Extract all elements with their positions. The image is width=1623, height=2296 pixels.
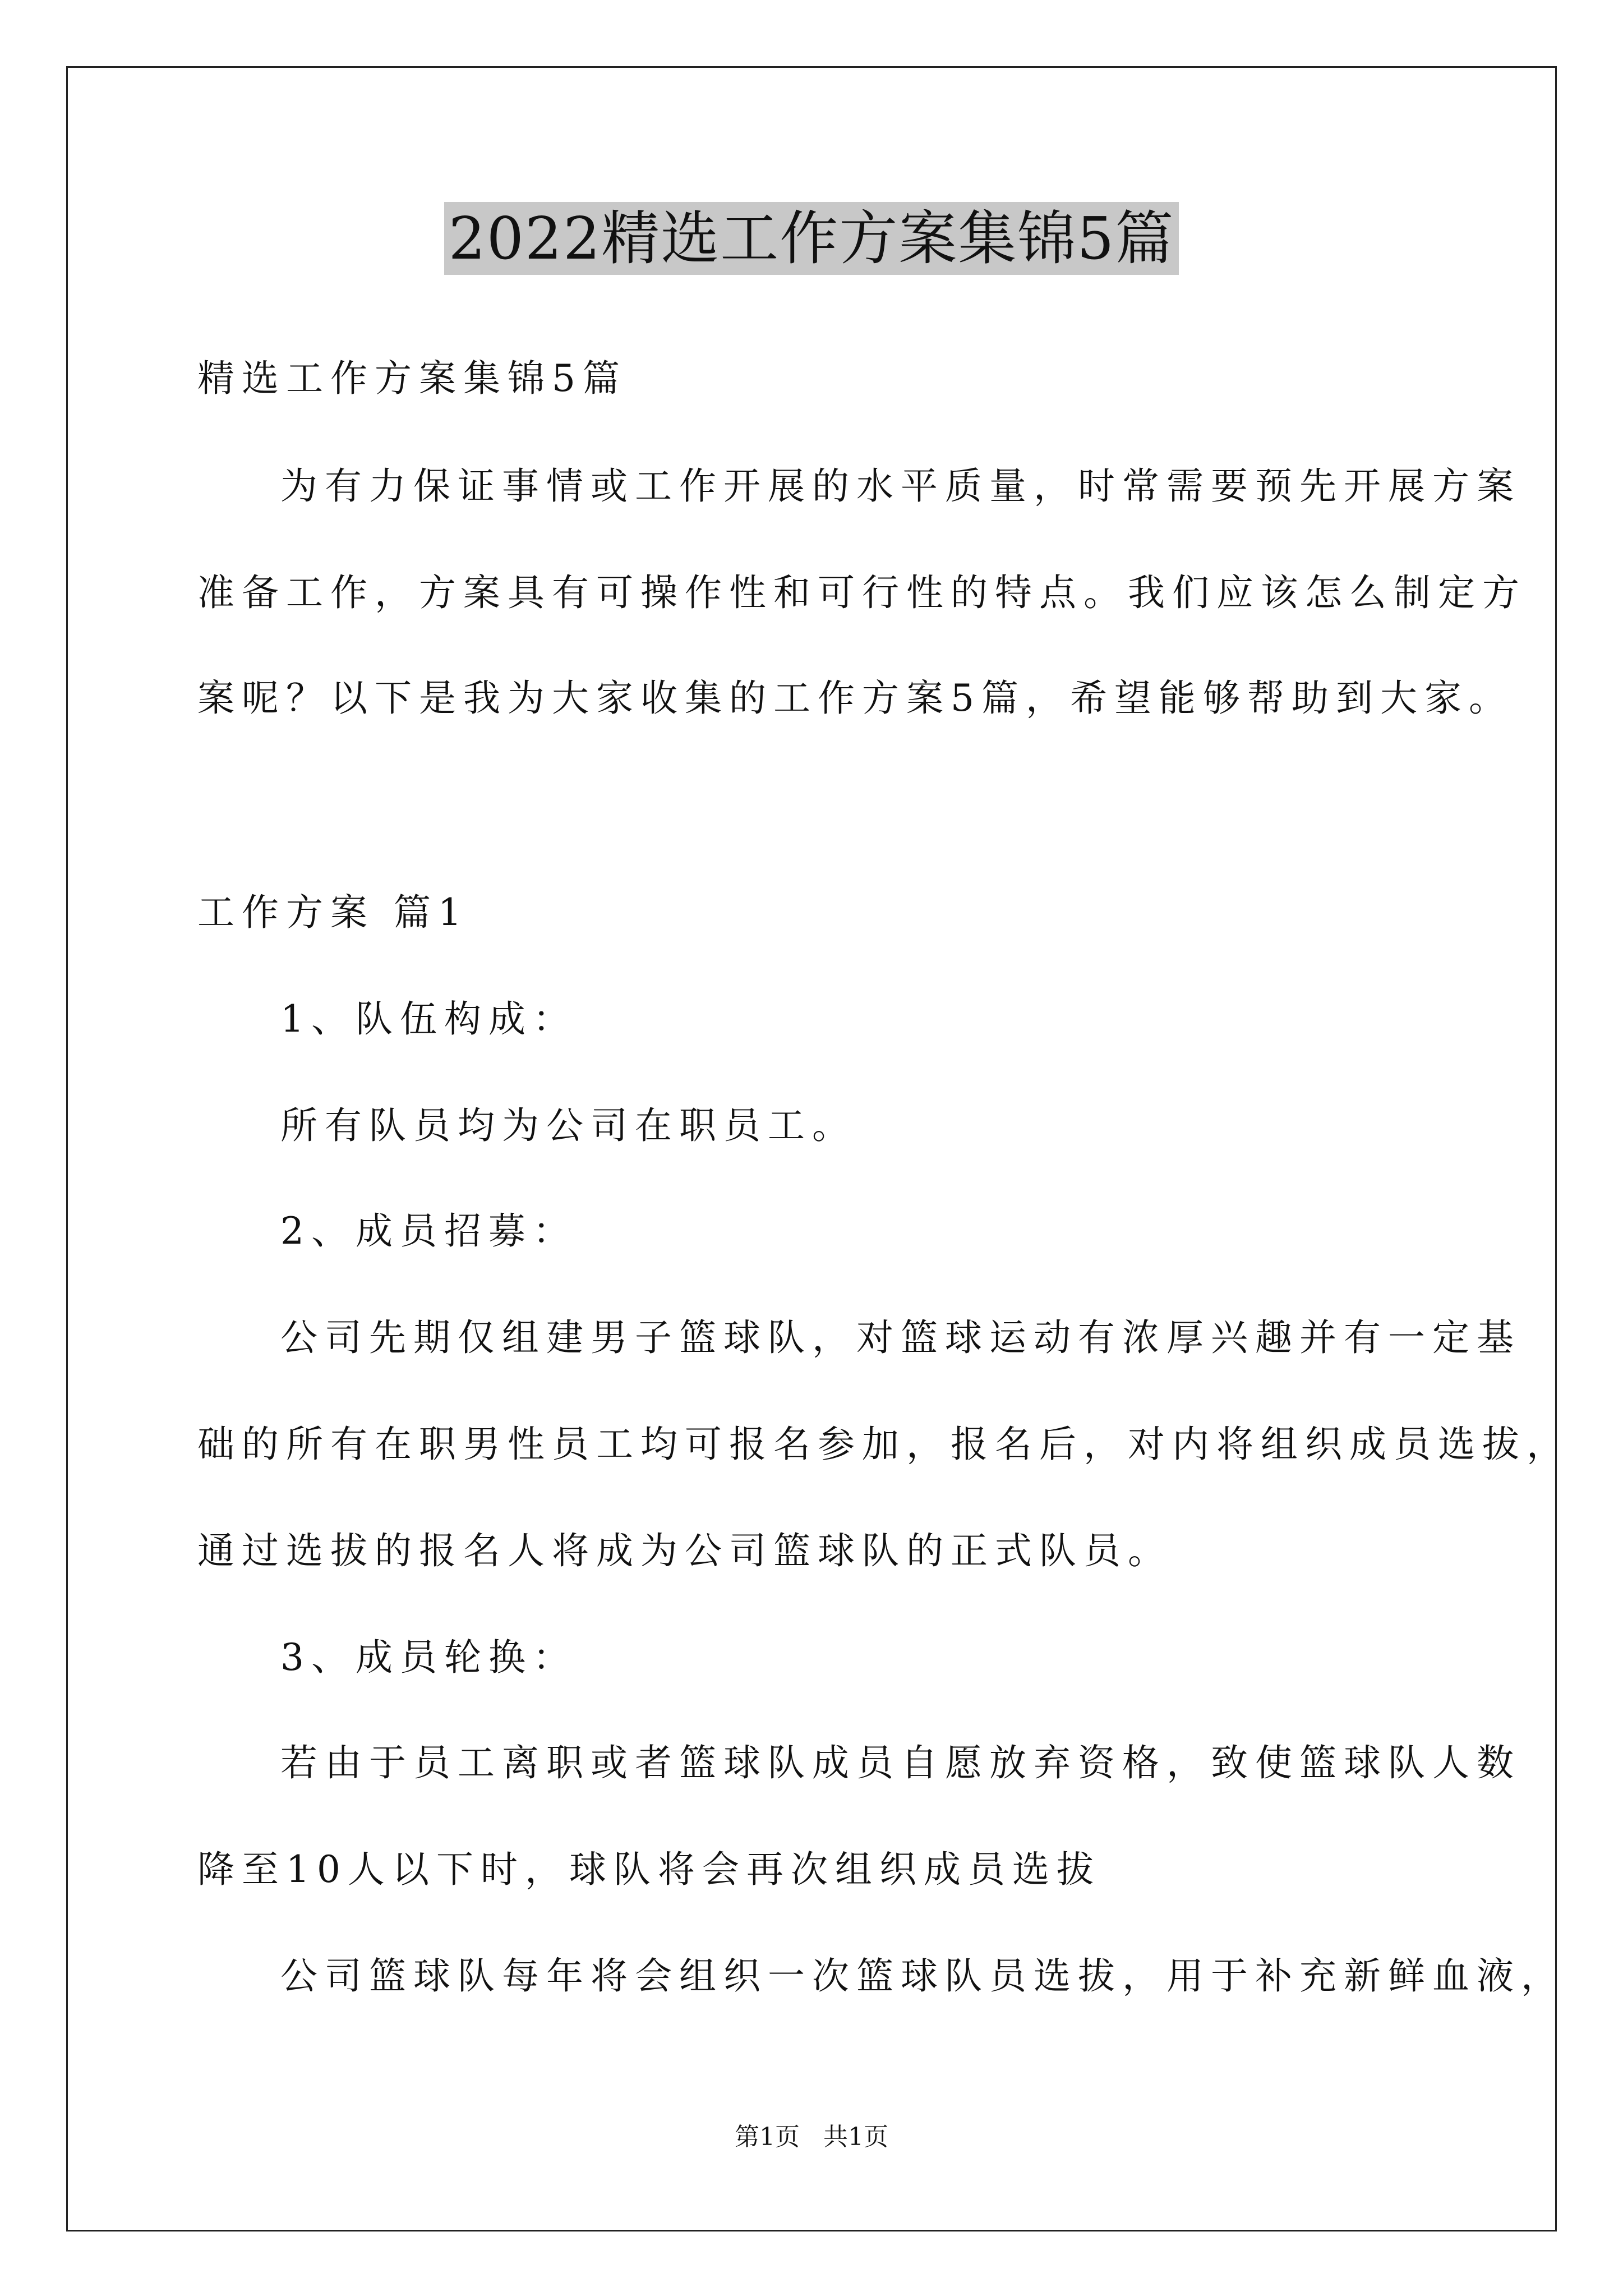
intro-line-3: 案呢？以下是我为大家收集的工作方案5篇，希望能够帮助到大家。 — [197, 677, 1513, 720]
intro-line-2: 准备工作，方案具有可操作性和可行性的特点。我们应该怎么制定方 — [197, 571, 1527, 614]
item3-text-line-1: 若由于员工离职或者篮球队成员自愿放弃资格，致使篮球队人数 — [280, 1741, 1521, 1784]
item3-text-line-2: 降至10人以下时，球队将会再次组织成员选拔 — [197, 1848, 1101, 1891]
item2-text-line-1: 公司先期仅组建男子篮球队，对篮球运动有浓厚兴趣并有一定基 — [280, 1316, 1521, 1359]
document-subtitle: 精选工作方案集锦5篇 — [197, 357, 627, 400]
intro-line-1: 为有力保证事情或工作开展的水平质量，时常需要预先开展方案 — [280, 464, 1521, 508]
page-number-footer: 第1页 共1页 — [735, 2123, 888, 2151]
item2-text-line-2: 础的所有在职男性员工均可报名参加，报名后，对内将组织成员选拔， — [197, 1423, 1571, 1466]
item2-heading: 2、成员招募： — [280, 1209, 577, 1253]
item2-text-line-3: 通过选拔的报名人将成为公司篮球队的正式队员。 — [197, 1529, 1172, 1572]
item3-extra-line: 公司篮球队每年将会组织一次篮球队员选拔，用于补充新鲜血液， — [280, 1954, 1565, 1998]
item1-heading: 1、队伍构成： — [280, 997, 577, 1041]
document-title — [0, 199, 1623, 278]
document-title-text: 2022精选工作方案集锦5篇 — [444, 202, 1179, 275]
item3-heading: 3、成员轮换： — [280, 1636, 577, 1679]
section-heading: 工作方案 篇1 — [197, 891, 469, 934]
item1-text: 所有队员均为公司在职员工。 — [280, 1104, 856, 1147]
